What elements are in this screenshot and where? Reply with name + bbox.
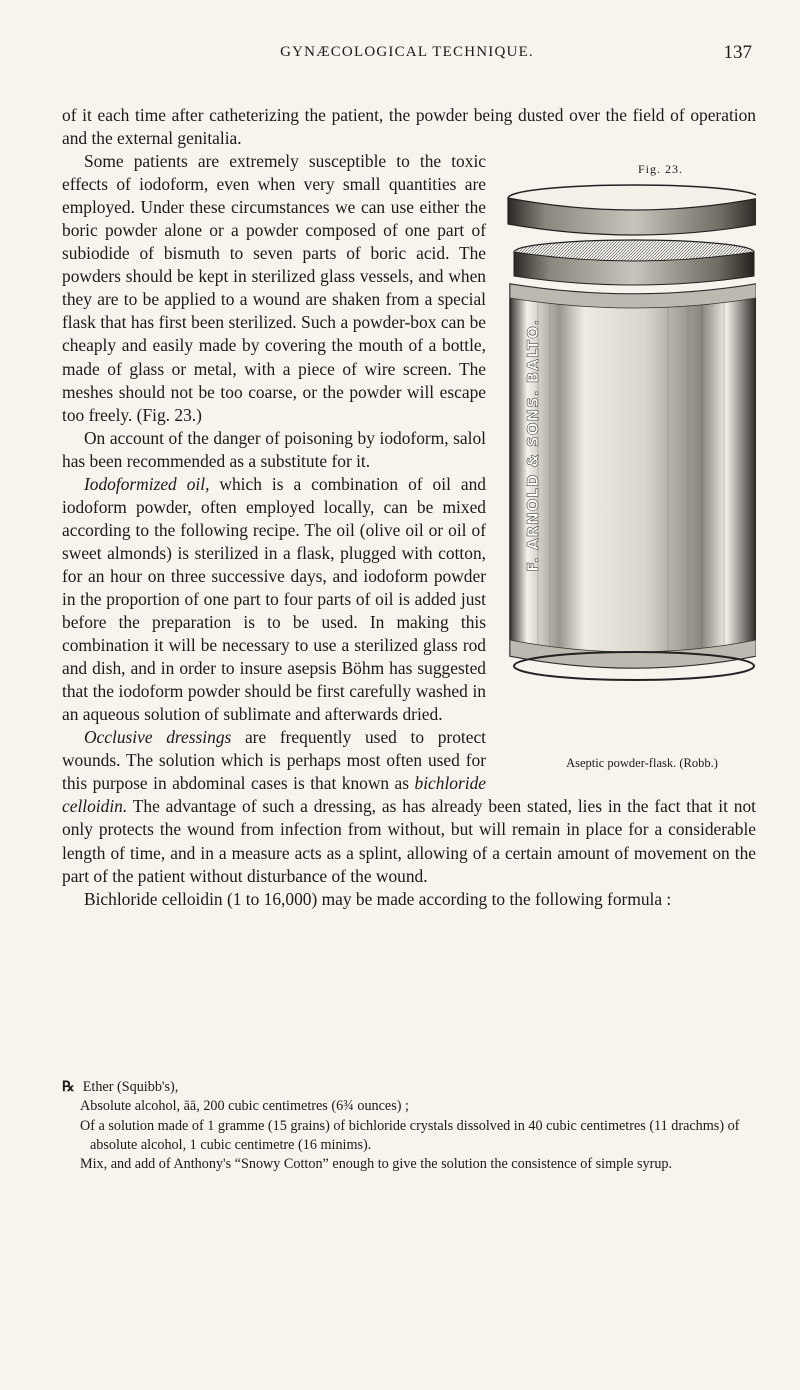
page-header xyxy=(62,44,752,68)
recipe-line-4: Mix, and add of Anthony's “Snowy Cotton” enough to give the solution the consistence of simple syrup. xyxy=(80,1156,673,1173)
recipe-line-3: Of a solution made of 1 gramme (15 grains) of bichloride crystals dissolved in 40 cubic centimetres (11 drachms) of absolute alcohol, 1 cubic centimetre (16 minims). xyxy=(80,1117,740,1153)
figure-label: Fig. 23. xyxy=(638,162,684,177)
paragraph-5: Occlusive dressings are frequently used to protect wounds. The solution which is perhaps most often used for this purpose in abdominal cases is that known as bichloride celloidin. The advantage of such a dressing, as has already been stated, lies in the fact that it not only protects the wound from infection from without, but will remain in place for a considerable length of time, and in a measure acts as a splint, allowing of a certain amount of movement on the part of the patient without disturbance of the wound. xyxy=(62,727,756,886)
powder-flask-illustration xyxy=(498,180,756,740)
paragraph-6: Bichloride celloidin (1 to 16,000) may be made according to the following formula : xyxy=(84,888,672,909)
rx-symbol: ℞ xyxy=(62,1079,75,1095)
recipe-line-2: Absolute alcohol, āā, 200 cubic centimetres (6¾ ounces) ; xyxy=(80,1098,409,1115)
engraved-maker-text: F. ARNOLD & SONS. BALTO. xyxy=(524,318,542,573)
paragraph-3: On account of the danger of poisoning by iodoform, salol has been recommended as a substitute for it. xyxy=(62,427,486,471)
recipe-formula xyxy=(62,1078,756,1174)
figure-caption: Aseptic powder-flask. (Robb.) xyxy=(566,756,718,771)
paragraph-4: Iodoformized oil, which is a combination of oil and iodoform powder, often employed locally, can be mixed according to the following recipe. The oil (olive oil or oil of sweet almonds) is sterilized in a flask, plugged with cotton, for an hour on three successive days, and iodoform powder in the proportion of one part to four parts of oil is added just before the preparation is to be used. In making this combination it will be necessary to use a sterilized glass rod and dish, and in order to insure asepsis Böhm has suggested that the iodoform powder should be first carefully washed in an aqueous solution of sublimate and afterwards dried. xyxy=(62,473,486,725)
paragraph-1: of it each time after catheterizing the patient, the powder being dusted over the field of operation and the external genitalia. xyxy=(62,105,756,149)
body-text xyxy=(62,104,756,911)
recipe-line-1: ℞ Ether (Squibb's), xyxy=(62,1079,179,1095)
paragraph-2-text: Some patients are extremely susceptible to the toxic effects of iodoform, even when very small quantities are employed. Under these circumstances we can use either the boric powder alone or a powder composed of one part of subiodide of bismuth to seven parts of boric acid. The powders should be kept in sterilized glass vessels, and when they are to be applied to a wound are shaken from a special flask that has first been sterilized. Such a powder-box can be cheaply and easily made by covering the mouth of a bottle, made of glass or metal, with a piece of wire screen. The meshes should not be too coarse, or the powder will escape too freely. (Fig. 23.) xyxy=(62,151,486,425)
page-number: 137 xyxy=(723,42,752,63)
term-occlusive-dressings: Occlusive dressings xyxy=(84,727,232,748)
term-iodoformized-oil: Iodoformized oil, xyxy=(84,473,210,494)
term-bichloride-celloidin: bichloride celloidin. xyxy=(62,773,486,817)
figure-23 xyxy=(498,150,756,776)
running-title: GYNÆCOLOGICAL TECHNIQUE. xyxy=(280,44,534,60)
